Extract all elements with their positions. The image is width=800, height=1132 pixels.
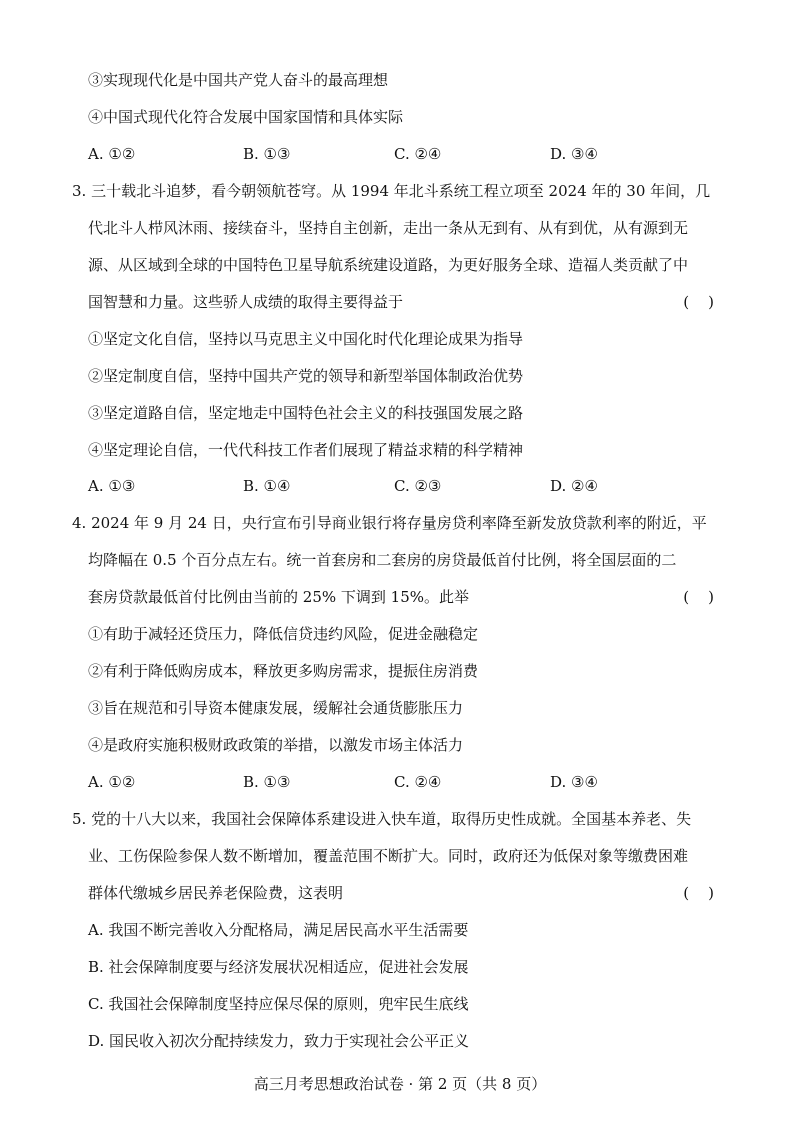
option-b[interactable]: B. ①③ — [243, 773, 291, 791]
q4-options — [88, 772, 728, 792]
q4-stem-line-3: 套房贷款最低首付比例由当前的 25% 下调到 15%。此举 — [88, 588, 469, 606]
option-c[interactable]: C. ②③ — [394, 477, 442, 495]
option-c[interactable]: C. ②④ — [394, 145, 442, 163]
page-footer: 高三月考思想政治试卷 · 第 2 页（共 8 页） — [253, 1075, 547, 1093]
q2-options — [88, 144, 728, 164]
option-d[interactable]: D. ③④ — [550, 773, 598, 791]
option-b[interactable]: B. ①③ — [243, 145, 291, 163]
option-d[interactable]: D. ②④ — [550, 477, 598, 495]
q3-stem-line-2: 代北斗人栉风沐雨、接续奋斗，坚持自主创新，走出一条从无到有、从有到优，从有源到无 — [88, 219, 689, 237]
q5-answer-blank[interactable]: ( ) — [683, 884, 714, 902]
q5-option-d[interactable]: D. 国民收入初次分配持续发力，致力于实现社会公平正义 — [88, 1032, 470, 1050]
q3-statement-4: ④坚定理论自信，一代代科技工作者们展现了精益求精的科学精神 — [88, 441, 524, 459]
q5-option-a[interactable]: A. 我国不断完善收入分配格局，满足居民高水平生活需要 — [88, 921, 469, 939]
q4-answer-blank[interactable]: ( ) — [683, 588, 714, 606]
q4-statement-2: ②有利于降低购房成本，释放更多购房需求，提振住房消费 — [88, 662, 479, 680]
q3-stem-line-3: 源、从区域到全球的中国特色卫星导航系统建设道路，为更好服务全球、造福人类贡献了中 — [88, 256, 689, 274]
q5-stem-line-1: 5. 党的十八大以来，我国社会保障体系建设进入快车道，取得历史性成就。全国基本养老、失 — [72, 810, 692, 828]
q3-statement-2: ②坚定制度自信，坚持中国共产党的领导和新型举国体制政治优势 — [88, 367, 524, 385]
q3-statement-1: ①坚定文化自信，坚持以马克思主义中国化时代化理论成果为指导 — [88, 330, 524, 348]
q3-options — [88, 476, 728, 496]
option-b[interactable]: B. ①④ — [243, 477, 291, 495]
q4-statement-3: ③旨在规范和引导资本健康发展，缓解社会通货膨胀压力 — [88, 699, 464, 717]
option-a[interactable]: A. ①③ — [88, 477, 136, 495]
q4-stem-line-2: 均降幅在 0.5 个百分点左右。统一首套房和二套房的房贷最低首付比例，将全国层面的二 — [88, 551, 677, 569]
q3-stem-line-1: 3. 三十载北斗追梦，看今朝领航苍穹。从 1994 年北斗系统工程立项至 2024 年的 30 年间，几 — [72, 182, 711, 200]
q3-statement-3: ③坚定道路自信，坚定地走中国特色社会主义的科技强国发展之路 — [88, 404, 524, 422]
option-c[interactable]: C. ②④ — [394, 773, 442, 791]
q5-stem-line-3: 群体代缴城乡居民养老保险费，这表明 — [88, 884, 344, 902]
q4-stem-line-1: 4. 2024 年 9 月 24 日，央行宣布引导商业银行将存量房贷利率降至新发放贷款利率的附近，平 — [72, 514, 707, 532]
statement-3: ③实现现代化是中国共产党人奋斗的最高理想 — [88, 71, 389, 89]
q3-answer-blank[interactable]: ( ) — [683, 293, 714, 311]
q4-statement-4: ④是政府实施积极财政政策的举措，以激发市场主体活力 — [88, 736, 464, 754]
q5-stem-line-2: 业、工伤保险参保人数不断增加，覆盖范围不断扩大。同时，政府还为低保对象等缴费困难 — [88, 847, 689, 865]
q5-option-b[interactable]: B. 社会保障制度要与经济发展状况相适应，促进社会发展 — [88, 958, 469, 976]
q5-option-c[interactable]: C. 我国社会保障制度坚持应保尽保的原则，兜牢民生底线 — [88, 995, 469, 1013]
statement-4: ④中国式现代化符合发展中国家国情和具体实际 — [88, 108, 404, 126]
option-a[interactable]: A. ①② — [88, 145, 136, 163]
q3-stem-line-4: 国智慧和力量。这些骄人成绩的取得主要得益于 — [88, 293, 404, 311]
option-d[interactable]: D. ③④ — [550, 145, 598, 163]
option-a[interactable]: A. ①② — [88, 773, 136, 791]
q4-statement-1: ①有助于减轻还贷压力，降低信贷违约风险，促进金融稳定 — [88, 625, 479, 643]
